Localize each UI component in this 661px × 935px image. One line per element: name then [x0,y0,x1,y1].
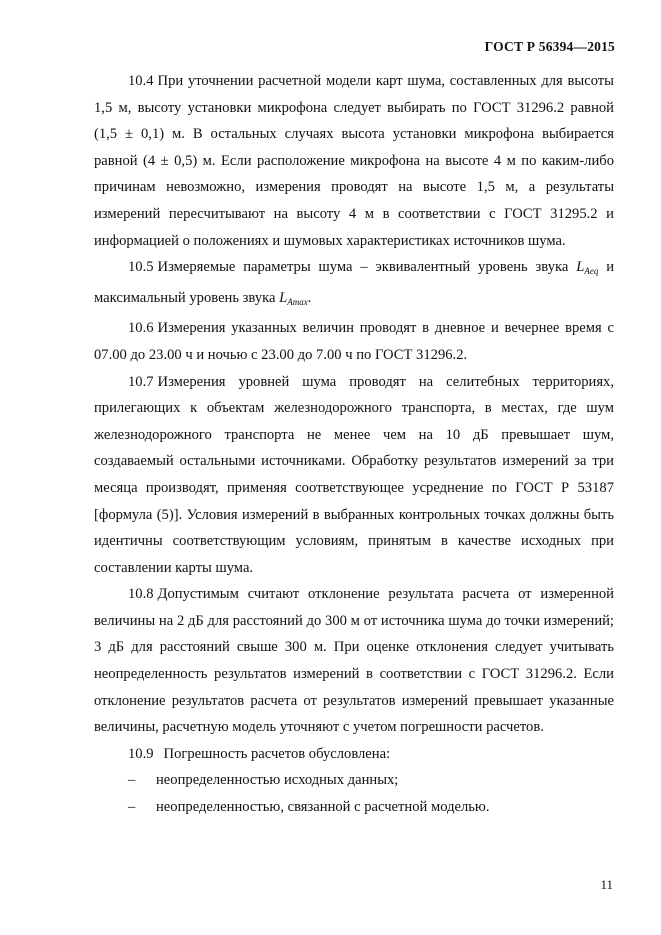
section-number: 10.6 [128,320,154,337]
section-number: 10.9 [128,745,154,762]
paragraph-10-8 [94,581,614,741]
list-dash: – [128,772,136,789]
list-dash: – [128,799,136,816]
list-item [94,767,614,794]
list-item-text: неопределенностью, связанной с расчетной моделью. [156,799,490,816]
paragraph-10-9 [94,741,614,768]
paragraph-10-7 [94,369,614,582]
section-number: 10.7 [128,373,154,390]
paragraph-text: При уточнении расчетной модели карт шума, составленных для высоты 1,5 м, высоту установки микрофона следует выбирать по ГОСТ 31296.2 равной (1,5 ± 0,1) м. В остальных случаях высота установки микрофона выбирается равной (4 ± 0,5) м. Если расположение микрофона на высоте 4 м по каким-либо причинам невозможно, измерения проводят на высоте 1,5 м, а результаты измерений пересчитывают на высоту 4 м в соответствии с ГОСТ 31295.2 и информацией о положениях и шумовых характеристиках источников шума. [94,73,614,249]
paragraph-text: . [307,289,312,306]
paragraph-text: Допустимым считают отклонение результата расчета от измеренной величины на 2 дБ для расстояний до 300 м от источника шума до точки измерений; 3 дБ для расстояний свыше 300 м. При оценке отклонения следует учитывать неопределенность результатов измерений в соответствии с ГОСТ 31296.2. Если отклонение результатов расчета от результатов измерений превышает указанные величины, расчетную модель уточняют с учетом погрешности расчетов. [94,586,614,736]
paragraph-10-4 [94,68,614,254]
paragraph-text: Погрешность расчетов обусловлена: [163,745,391,762]
laeq-symbol: $L_{Aeq}$ [576,259,599,277]
paragraph-10-5 [94,254,614,315]
standard-designation: ГОСТ Р 56394—2015 [484,39,615,54]
paragraph-10-6 [94,315,614,368]
section-number: 10.8 [128,586,154,603]
section-number: 10.4 [128,73,154,89]
paragraph-text: Измерения указанных величин проводят в дневное и вечернее время с 07.00 до 23.00 ч и ночью с 23.00 до 7.00 ч по ГОСТ 31296.2. [94,320,614,363]
paragraph-text: Измеряемые параметры шума – эквивалентный уровень звука [157,259,569,276]
paragraph-text: и максимальный уровень звука [94,259,614,306]
lamax-symbol: $L_{Amax}$ [279,289,308,307]
list-item [94,794,614,821]
list-item-text: неопределенностью исходных данных; [156,772,399,789]
page-body [94,68,614,821]
document-header [485,39,615,55]
page-number: 11 [600,877,613,892]
paragraph-text: Измерения уровней шума проводят на селитебных территориях, прилегающих к объектам железнодорожного транспорта, в местах, где шум железнодорожного транспорта не менее чем на 10 дБ превышает шум, создаваемый остальными источниками. Обработку результатов измерений за три месяца производят, применяя соответствующее усреднение по ГОСТ Р 53187 [формула (5)]. Условия измерений в выбранных контрольных точках должны быть идентичны соответствующим условиям, принятым в качестве исходных при составлении карты шума. [94,373,614,576]
section-number: 10.5 [128,259,154,276]
